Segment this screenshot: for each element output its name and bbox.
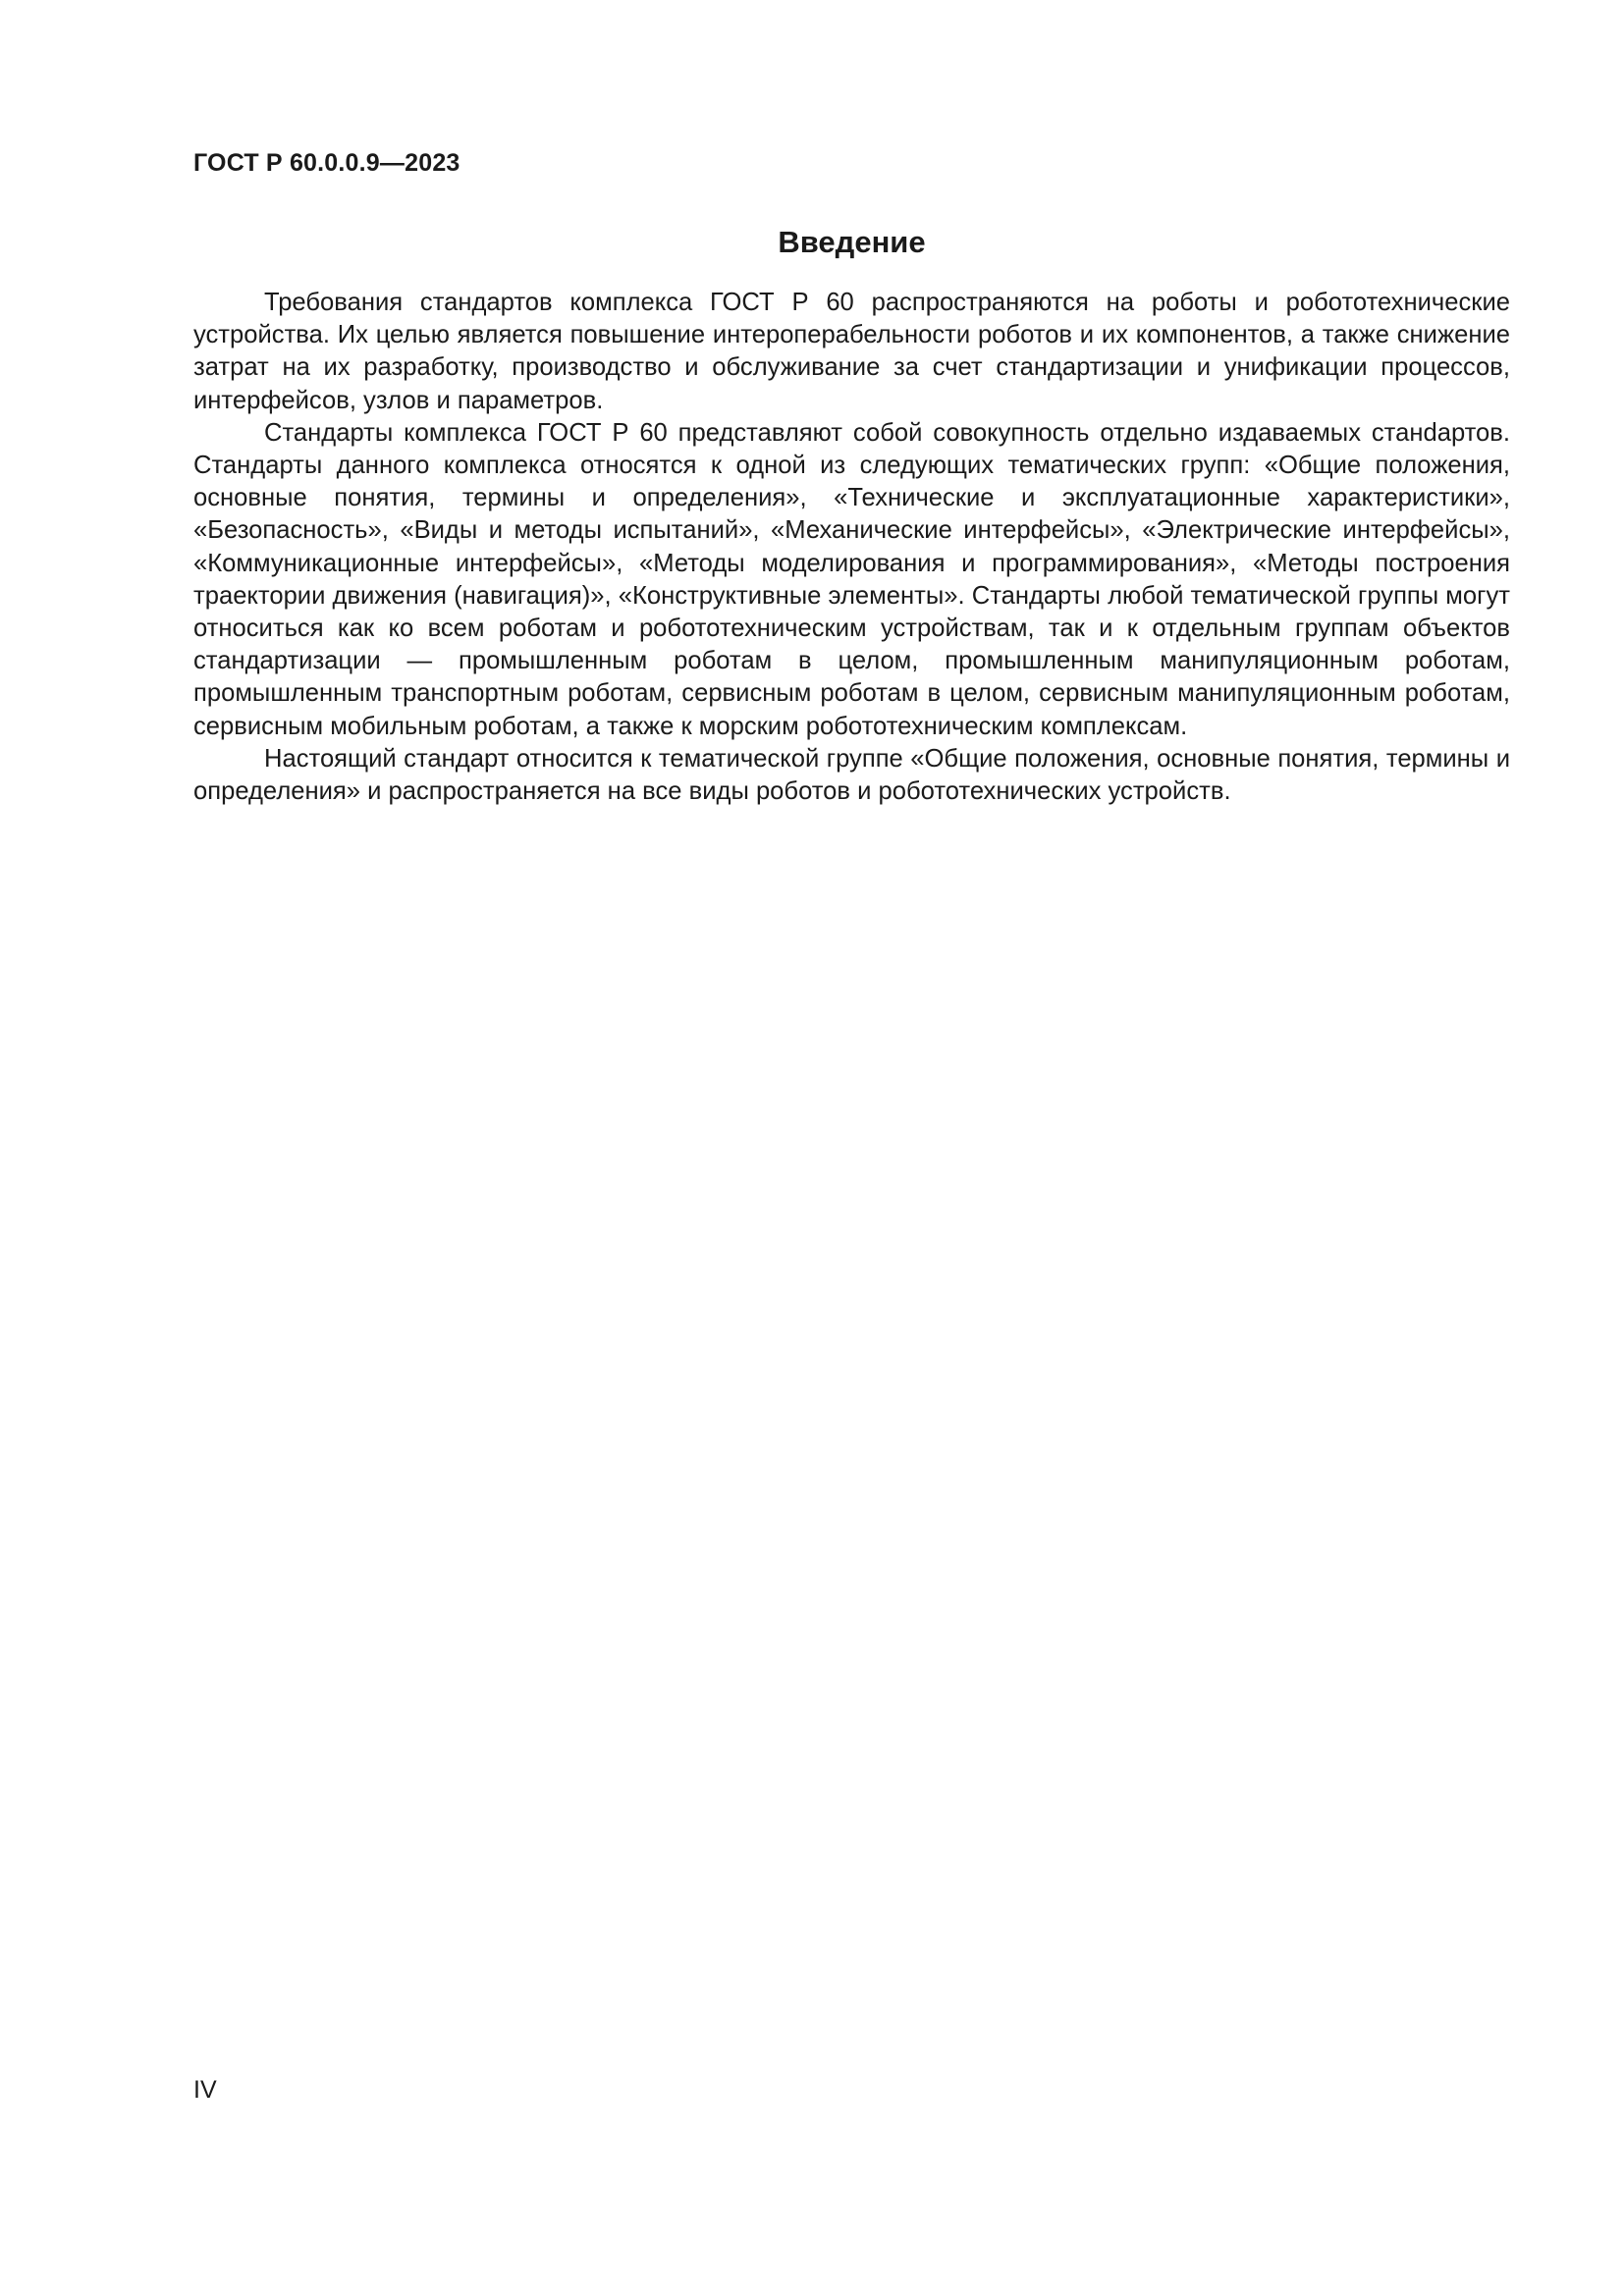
document-code: ГОСТ Р 60.0.0.9—2023	[193, 149, 460, 177]
section-title: Введение	[778, 225, 926, 259]
paragraph: Требования стандартов комплекса ГОСТ Р 60 распространяются на роботы и робототехнические устройства. Их целью является повышение интероперабельности роботов и их компонентов, а также снижение затрат на их разработку, производство и обслуживание за счет стандартизации и унификации процессов, интерфейсов, узлов и параметров.	[193, 289, 1510, 414]
paragraph: Настоящий стандарт относится к тематической группе «Общие положения, основные понятия, термины и определения» и распространяется на все виды роботов и робототехнических устройств.	[193, 744, 1510, 806]
paragraph: Стандарты комплекса ГОСТ Р 60 представляют собой совокупность отдельно издаваемых станdартов. Стандарты данного комплекса относятся к одной из следующих тематических групп: «Общие положения, основные понятия, термины и определения», «Технические и эксплуатационные характеристики», «Безопасность», «Виды и методы испытаний», «Механические интерфейсы», «Электрические интерфейсы», «Коммуникационные интерфейсы», «Методы моделирования и программирования», «Методы построения траектории движения (навигация)», «Конструктивные элементы». Стандарты любой тематической группы могут относиться как ко всем роботам и робототехническим устройствам, так и к отдельным группам объектов стандартизации — промышленным роботам в целом, промышленным манипуляционным роботам, промышленным транспортным роботам, сервисным роботам в целом, сервисным манипуляционным роботам, сервисным мобильным роботам, а также к морским робототехническим комплексам.	[193, 418, 1510, 740]
page-number: IV	[193, 2076, 217, 2104]
introduction-body	[193, 287, 1510, 808]
